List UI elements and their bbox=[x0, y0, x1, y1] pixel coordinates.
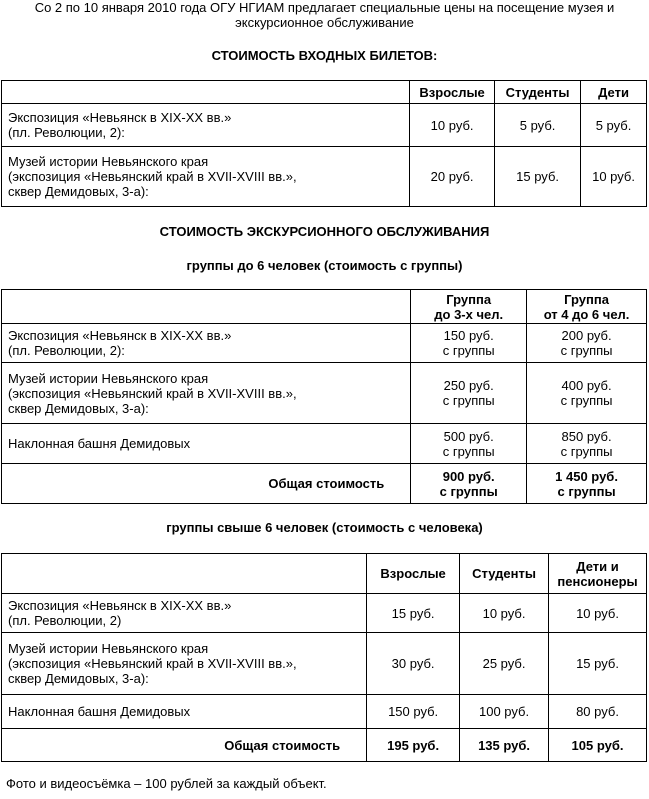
header-cell: Дети bbox=[581, 81, 647, 104]
header-line: пенсионеры bbox=[557, 573, 638, 589]
header-cell bbox=[2, 554, 367, 594]
total-cell: 195 руб. bbox=[367, 729, 460, 762]
row-name-line: сквер Демидовых, 3-а): bbox=[8, 671, 149, 686]
price-cell bbox=[411, 424, 527, 464]
price-line: с группы bbox=[560, 393, 613, 408]
price-line: 250 руб. bbox=[443, 378, 494, 393]
price-cell: 10 руб. bbox=[549, 594, 647, 633]
price-line: 500 руб. bbox=[443, 428, 494, 444]
small-groups-heading: группы до 6 человек (стоимость с группы) bbox=[186, 258, 463, 273]
header-cell: Взрослые bbox=[410, 81, 495, 104]
row-name-line: (экспозиция «Невьянский край в XVII-XVIII вв.», bbox=[8, 656, 297, 671]
price-cell: 5 руб. bbox=[495, 104, 581, 147]
table-row bbox=[2, 363, 647, 424]
row-name bbox=[2, 363, 411, 424]
row-name-line: Музей истории Невьянского края bbox=[8, 370, 209, 386]
row-name-line: (экспозиция «Невьянский край в XVII-XVIII вв.», bbox=[8, 385, 297, 401]
header-line: Дети и bbox=[576, 558, 619, 574]
price-line: с группы bbox=[560, 443, 613, 459]
price-cell: 10 руб. bbox=[460, 594, 549, 633]
row-name-line: сквер Демидовых, 3-а): bbox=[8, 184, 149, 199]
price-line: с группы bbox=[442, 443, 495, 459]
price-cell bbox=[527, 424, 647, 464]
table-row bbox=[2, 104, 647, 147]
total-line: 900 руб. bbox=[442, 468, 495, 484]
price-cell: 150 руб. bbox=[367, 695, 460, 729]
large-groups-table bbox=[1, 553, 647, 762]
price-cell: 20 руб. bbox=[410, 147, 495, 207]
total-row bbox=[2, 729, 647, 762]
price-cell: 100 руб. bbox=[460, 695, 549, 729]
intro-text bbox=[0, 0, 649, 30]
price-cell bbox=[411, 363, 527, 424]
row-name bbox=[2, 324, 411, 363]
header-line: от 4 до 6 чел. bbox=[543, 306, 630, 322]
header-cell bbox=[2, 290, 411, 324]
row-name bbox=[2, 104, 410, 147]
table-header-row bbox=[2, 554, 647, 594]
table-row bbox=[2, 147, 647, 207]
tickets-heading: СТОИМОСТЬ ВХОДНЫХ БИЛЕТОВ: bbox=[211, 48, 438, 63]
table-row bbox=[2, 633, 647, 695]
header-cell: Студенты bbox=[460, 554, 549, 594]
total-cell: 135 руб. bbox=[460, 729, 549, 762]
header-line: до 3-х чел. bbox=[434, 306, 504, 322]
row-name: Наклонная башня Демидовых bbox=[2, 695, 367, 729]
price-line: 200 руб. bbox=[561, 328, 612, 343]
total-row bbox=[2, 464, 647, 504]
price-cell: 25 руб. bbox=[460, 633, 549, 695]
table-header-row bbox=[2, 290, 647, 324]
row-name-line: Экспозиция «Невьянск в XIX-XX вв.» bbox=[8, 328, 232, 343]
header-cell bbox=[411, 290, 527, 324]
header-cell bbox=[2, 81, 410, 104]
header-cell: Студенты bbox=[495, 81, 581, 104]
intro-line: экскурсионное обслуживание bbox=[235, 15, 414, 30]
large-groups-heading: группы свыше 6 человек (стоимость с человека) bbox=[166, 520, 483, 535]
price-line: 150 руб. bbox=[443, 328, 494, 343]
total-line: с группы bbox=[557, 483, 616, 499]
price-cell: 30 руб. bbox=[367, 633, 460, 695]
total-label: Общая стоимость bbox=[2, 729, 367, 762]
row-name-line: Музей истории Невьянского края bbox=[8, 641, 209, 656]
header-cell bbox=[549, 554, 647, 594]
price-cell bbox=[411, 324, 527, 363]
total-cell bbox=[527, 464, 647, 504]
price-cell: 15 руб. bbox=[367, 594, 460, 633]
price-line: с группы bbox=[560, 343, 613, 358]
total-line: 1 450 руб. bbox=[555, 468, 618, 484]
row-name bbox=[2, 594, 367, 633]
price-line: 850 руб. bbox=[561, 428, 612, 444]
header-cell bbox=[527, 290, 647, 324]
row-name-line: Музей истории Невьянского края bbox=[8, 154, 209, 169]
footer-note: Фото и видеосъёмка – 100 рублей за каждый объект. bbox=[6, 776, 327, 791]
total-cell bbox=[411, 464, 527, 504]
row-name-line: Экспозиция «Невьянск в XIX-XX вв.» bbox=[8, 598, 232, 613]
table-row bbox=[2, 324, 647, 363]
price-cell: 15 руб. bbox=[495, 147, 581, 207]
total-cell: 105 руб. bbox=[549, 729, 647, 762]
row-name-line: (пл. Революции, 2): bbox=[8, 125, 125, 140]
tickets-table bbox=[1, 80, 647, 207]
total-label: Общая стоимость bbox=[2, 464, 411, 504]
price-line: 400 руб. bbox=[561, 378, 612, 393]
price-line: с группы bbox=[442, 393, 495, 408]
row-name-line: (пл. Революции, 2) bbox=[8, 613, 122, 628]
small-groups-table bbox=[1, 289, 647, 504]
table-row bbox=[2, 594, 647, 633]
header-line: Группа bbox=[564, 291, 609, 307]
price-line: с группы bbox=[442, 343, 495, 358]
price-cell: 10 руб. bbox=[410, 104, 495, 147]
excursions-heading: СТОИМОСТЬ ЭКСКУРСИОННОГО ОБСЛУЖИВАНИЯ bbox=[159, 224, 490, 239]
table-row bbox=[2, 424, 647, 464]
table-header-row bbox=[2, 81, 647, 104]
price-cell bbox=[527, 324, 647, 363]
header-cell: Взрослые bbox=[367, 554, 460, 594]
price-cell bbox=[527, 363, 647, 424]
price-cell: 10 руб. bbox=[581, 147, 647, 207]
row-name-line: Экспозиция «Невьянск в XIX-XX вв.» bbox=[8, 110, 232, 125]
price-cell: 5 руб. bbox=[581, 104, 647, 147]
row-name-line: (пл. Революции, 2): bbox=[8, 343, 125, 358]
row-name-line: (экспозиция «Невьянский край в XVII-XVIII вв.», bbox=[8, 169, 297, 184]
row-name: Наклонная башня Демидовых bbox=[2, 424, 411, 464]
row-name bbox=[2, 633, 367, 695]
intro-line: Со 2 по 10 января 2010 года ОГУ НГИАМ предлагает специальные цены на посещение музея и bbox=[34, 0, 615, 15]
table-row bbox=[2, 695, 647, 729]
row-name-line: сквер Демидовых, 3-а): bbox=[8, 400, 149, 416]
row-name bbox=[2, 147, 410, 207]
header-line: Группа bbox=[446, 291, 492, 307]
price-cell: 80 руб. bbox=[549, 695, 647, 729]
total-line: с группы bbox=[439, 483, 498, 499]
price-cell: 15 руб. bbox=[549, 633, 647, 695]
